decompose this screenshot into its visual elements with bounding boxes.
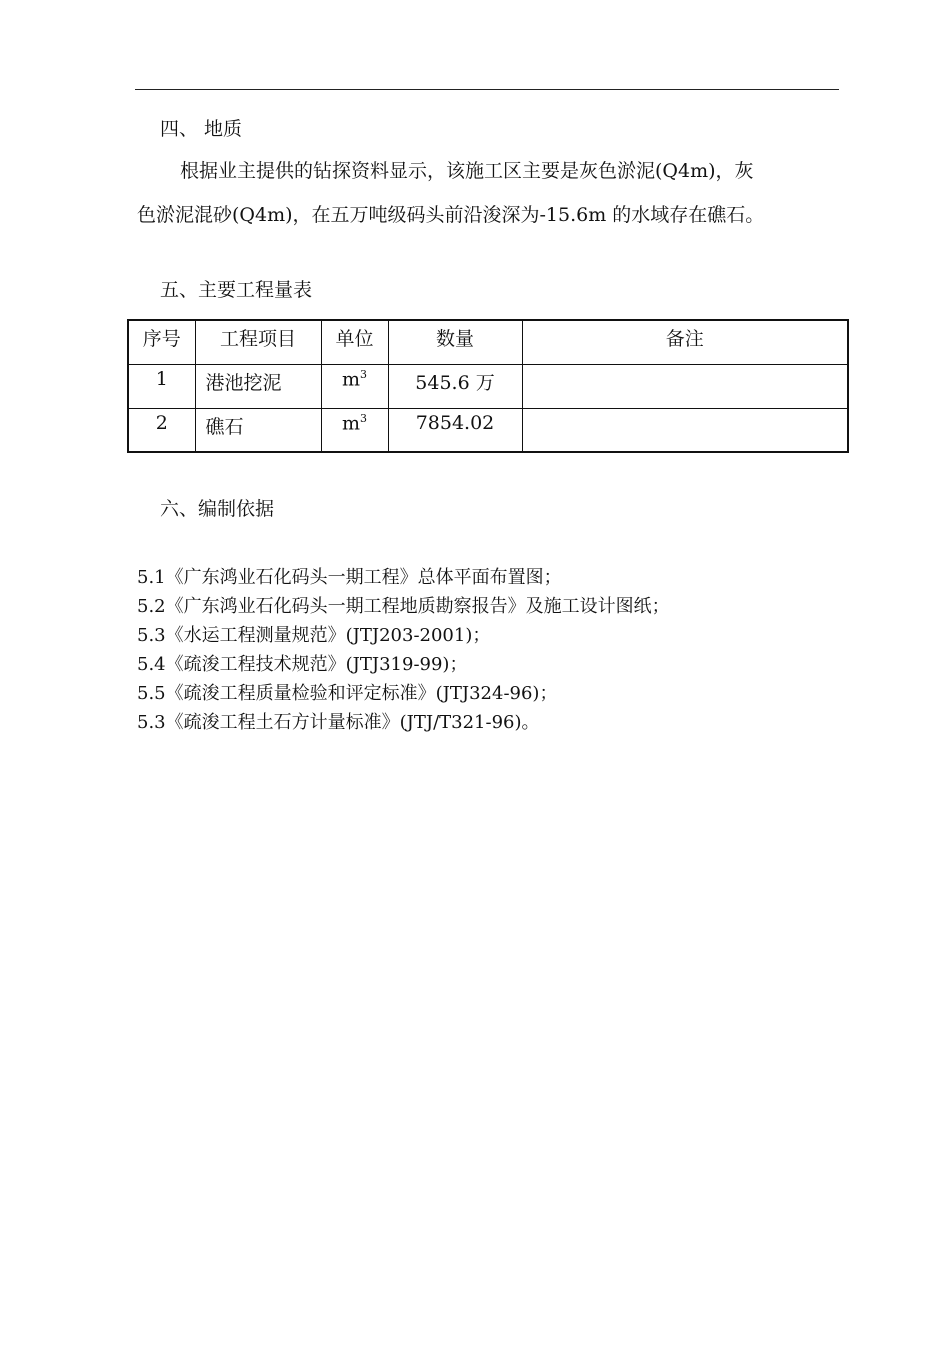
geology-paragraph-line-1: 根据业主提供的钻探资料显示，该施工区主要是灰色淤泥(Q4m)，灰 — [180, 160, 754, 182]
col-header-qty: 数量 — [388, 320, 522, 364]
cell-item: 礁石 — [195, 408, 321, 452]
unit-base: m — [341, 367, 361, 390]
basis-item: 5.5《疏浚工程质量检验和评定标准》(JTJ324-96)； — [137, 683, 558, 704]
col-header-item: 工程项目 — [195, 320, 321, 364]
cell-no: 1 — [128, 364, 195, 408]
table-header-row — [128, 320, 848, 364]
basis-item: 5.1《广东鸿业石化码头一期工程》总体平面布置图； — [137, 567, 562, 588]
cell-note — [522, 364, 848, 408]
unit-exponent: 3 — [360, 367, 368, 381]
basis-item: 5.3《疏浚工程土石方计量标准》(JTJ/T321-96)。 — [137, 712, 540, 733]
geology-paragraph-line-2: 色淤泥混砂(Q4m)，在五万吨级码头前沿浚深为-15.6m 的水域存在礁石。 — [137, 204, 765, 226]
cell-no: 2 — [128, 408, 195, 452]
cell-note — [522, 408, 848, 452]
header-rule — [135, 89, 839, 90]
basis-item: 5.3《水运工程测量规范》(JTJ203-2001)； — [137, 625, 491, 646]
section-heading-quantities: 五、主要工程量表 — [160, 279, 313, 301]
cell-unit — [321, 364, 388, 408]
basis-item: 5.2《广东鸿业石化码头一期工程地质勘察报告》及施工设计图纸； — [137, 596, 670, 617]
col-header-no: 序号 — [128, 320, 195, 364]
unit-exponent: 3 — [360, 411, 368, 425]
section-heading-geology: 四、 地质 — [160, 118, 243, 140]
unit-base: m — [341, 411, 361, 434]
section-heading-basis: 六、编制依据 — [160, 498, 275, 520]
table-row — [128, 364, 848, 408]
col-header-note: 备注 — [522, 320, 848, 364]
quantity-table — [127, 319, 849, 453]
cell-unit — [321, 408, 388, 452]
cell-item: 港池挖泥 — [195, 364, 321, 408]
cell-qty: 7854.02 — [388, 408, 522, 452]
col-header-unit: 单位 — [321, 320, 388, 364]
table-row — [128, 408, 848, 452]
basis-item: 5.4《疏浚工程技术规范》(JTJ319-99)； — [137, 654, 468, 675]
cell-qty: 545.6 万 — [388, 364, 522, 408]
